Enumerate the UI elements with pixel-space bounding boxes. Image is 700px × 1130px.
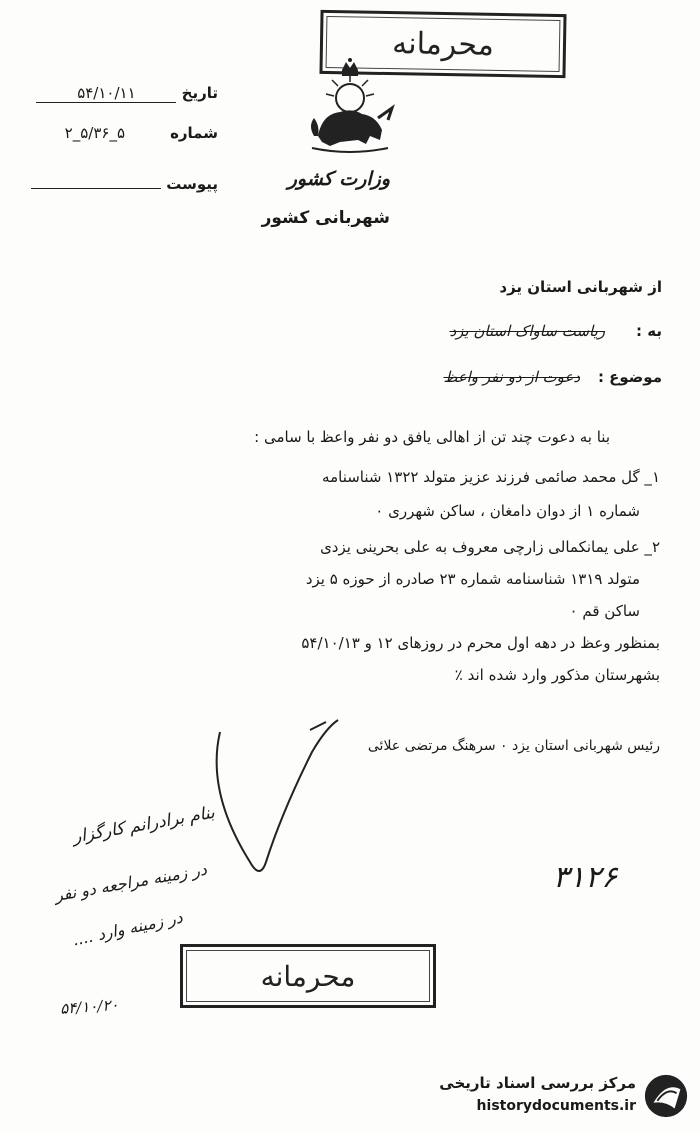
body-line-6: ساکن قم ۰ <box>569 602 640 620</box>
signature-scribble <box>210 712 350 882</box>
to-value: ریاست ساواک استان یزد <box>449 322 605 340</box>
subject-label: موضوع : <box>597 368 662 386</box>
body-line-7: بمنظور وعظ در دهه اول محرم در روزهای ۱۲ و ۵۴/۱۰/۱۳ <box>301 634 660 652</box>
stamp-text: محرمانه <box>391 25 495 63</box>
subject-value: دعوت از دو نفر واعظ <box>443 368 580 386</box>
attachment-label: پیوست <box>166 175 218 193</box>
lion-and-sun-emblem-icon <box>300 56 400 156</box>
archive-logo-icon <box>642 1072 690 1120</box>
handwritten-note-1: بنام برادرانم کارگزار <box>71 802 217 848</box>
attachment-value <box>31 174 161 189</box>
ministry-name: وزارت کشور <box>287 168 390 190</box>
watermark-url: historydocuments.ir <box>476 1098 636 1114</box>
attachment-field <box>20 174 218 196</box>
number-field <box>20 124 218 146</box>
confidential-stamp-bottom <box>180 944 436 1008</box>
date-label: تاریخ <box>181 84 218 102</box>
handwritten-note-2: در زمینه مراجعه دو نفر <box>53 859 209 906</box>
department-name: شهربانی کشور <box>261 208 390 228</box>
watermark-org: مرکز بررسی اسناد تاریخی <box>439 1074 636 1092</box>
body-line-2: ۱_ گل محمد صائمی فرزند عزیز متولد ۱۳۲۲ شناسنامه <box>322 468 660 486</box>
from-line: از شهربانی استان یزد <box>499 278 662 296</box>
date-field <box>20 84 218 106</box>
body-line-1: بنا به دعوت چند تن از اهالی یافق دو نفر واعظ با سامی : <box>254 428 610 446</box>
to-label: به : <box>636 322 662 340</box>
handwritten-note-3: در زمینه وارد .... <box>70 907 185 950</box>
body-line-4: ۲_ علی یمانکمالی زارچی معروف به علی بحرینی یزدی <box>320 538 660 556</box>
number-label: شماره <box>170 124 218 142</box>
signature-line: رئیس شهربانی استان یزد ۰ سرهنگ مرتضی علائی <box>367 738 660 754</box>
body-line-5: متولد ۱۳۱۹ شناسنامه شماره ۲۳ صادره از حوزه ۵ یزد <box>305 570 640 588</box>
handwritten-number: ۳۱۲۶ <box>552 860 618 895</box>
body-line-3: شماره ۱ از دوان دامغان ، ساکن شهرری ۰ <box>375 502 640 520</box>
number-value: ۵_۵/۳۶_۲ <box>64 124 125 142</box>
watermark <box>400 1070 690 1124</box>
date-value: ۵۴/۱۰/۱۱ <box>36 84 176 103</box>
body-line-8: بشهرستان مذکور وارد شده اند ٪ <box>454 666 660 684</box>
stamp-text-bottom: محرمانه <box>260 959 356 993</box>
handwritten-note-date: ۵۴/۱۰/۲۰ <box>59 995 120 1018</box>
